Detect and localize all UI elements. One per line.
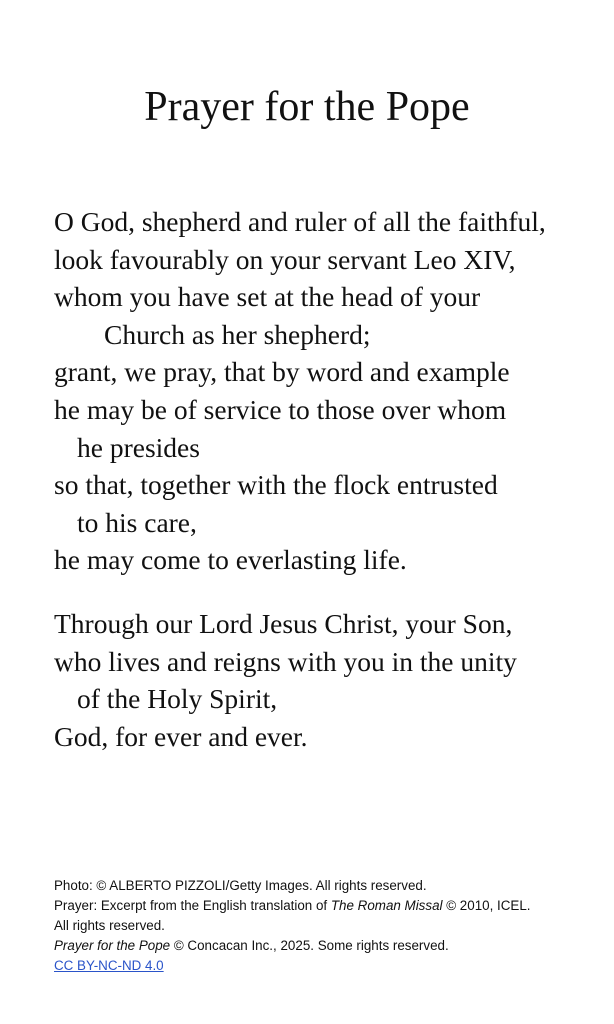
prayer-line: he may come to everlasting life. bbox=[54, 544, 407, 576]
prayer-line: O God, shepherd and ruler of all the faithful, bbox=[54, 206, 546, 237]
page-title: Prayer for the Pope bbox=[144, 84, 470, 130]
card-credit-suffix: © Concacan Inc., 2025. Some rights reserved. bbox=[170, 938, 449, 953]
rights-notice: All rights reserved. bbox=[54, 918, 165, 933]
missal-title: The Roman Missal bbox=[330, 898, 443, 913]
photo-credit: Photo: © ALBERTO PIZZOLI/Getty Images. All rights reserved. bbox=[54, 878, 427, 893]
prayer-line: look favourably on your servant Leo XIV, bbox=[54, 243, 516, 275]
card-title: Prayer for the Pope bbox=[54, 938, 171, 953]
prayer-stanza-1 bbox=[54, 203, 546, 579]
prayer-line-continuation: he presides bbox=[77, 431, 200, 463]
prayer-stanza-2 bbox=[54, 605, 517, 755]
prayer-line-continuation: Church as her shepherd; bbox=[104, 318, 371, 350]
prayer-line-continuation: of the Holy Spirit, bbox=[77, 683, 278, 715]
prayer-line: grant, we pray, that by word and example bbox=[54, 356, 510, 388]
prayer-credit bbox=[54, 896, 531, 916]
prayer-line: whom you have set at the head of your bbox=[54, 281, 481, 313]
prayer-line: he may be of service to those over whom bbox=[54, 393, 507, 425]
prayer-line: so that, together with the flock entrusted bbox=[54, 469, 498, 501]
prayer-credit-prefix: Prayer: Excerpt from the English translation of bbox=[54, 898, 331, 913]
card-credit bbox=[54, 936, 531, 956]
license-link[interactable]: CC BY-NC-ND 4.0 bbox=[54, 958, 164, 973]
prayer-line: God, for ever and ever. bbox=[54, 720, 308, 752]
prayer-line: Through our Lord Jesus Christ, your Son, bbox=[54, 608, 513, 639]
prayer-line-continuation: to his care, bbox=[77, 506, 197, 538]
prayer-line: who lives and reigns with you in the unity bbox=[54, 645, 517, 677]
license-row bbox=[54, 956, 531, 976]
prayer-credit-suffix: © 2010, ICEL. bbox=[442, 898, 531, 913]
credits-block bbox=[54, 876, 531, 976]
